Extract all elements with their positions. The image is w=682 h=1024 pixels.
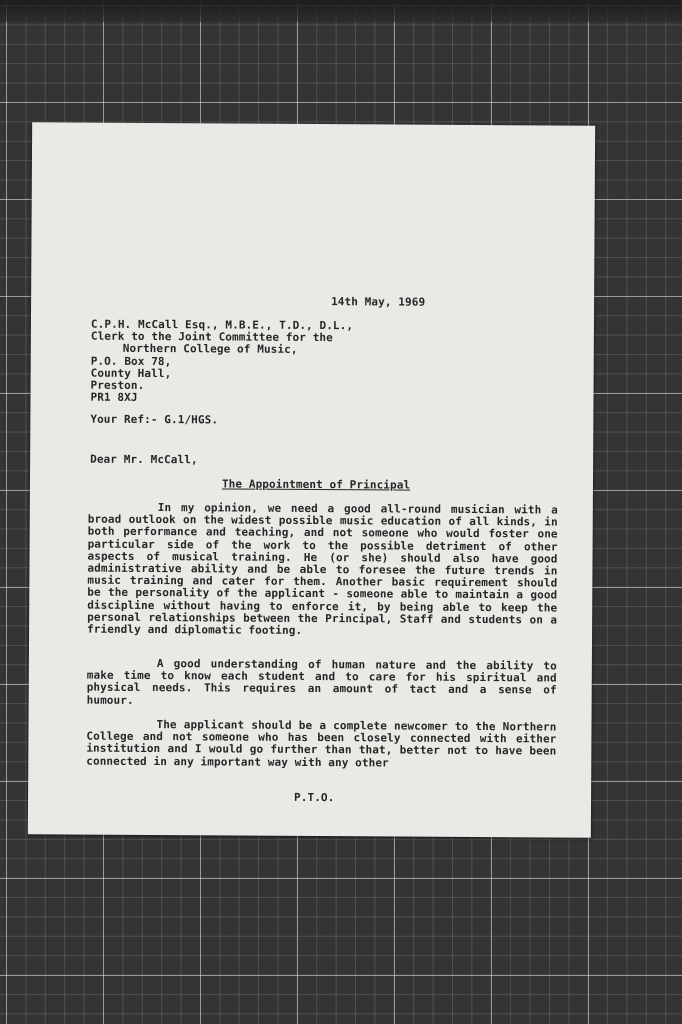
address-line: PR1 8XJ <box>90 390 138 405</box>
salutation: Dear Mr. McCall, <box>90 452 198 467</box>
address-line: P.O. Box 78, <box>90 354 172 368</box>
mat-shadow <box>0 0 682 22</box>
reference-line: Your Ref:- G.1/HGS. <box>90 412 219 427</box>
paragraph-text: A good understanding of human nature and the ability to make time to know each student and to care for his spiritual and physical needs. This requires an amount of tact and a sense of humour. <box>86 657 557 707</box>
paragraph-text: The applicant should be a complete newcomer to the Northern College and not someone who has been closely connected with either institution and I would go further than that, better not to have been connected in any important way with any other <box>86 718 557 770</box>
address-line: Clerk to the Joint Committee for the <box>90 329 333 345</box>
address-line: Northern College of Music, <box>122 342 298 357</box>
address-line: Preston. <box>90 378 145 392</box>
paragraph-text: In my opinion, we need a good all-round musician with a broad outlook on the widest possible music education of all kinds, in both performance and teaching, and not someone who would foster one particular side of the work to the possible detriment of other aspects of musical training. He (or she) should also have good administrative ability and be able to foresee the future trends in music training and cater for them. Another basic requirement should be the personality of the applicant - someone able to maintain a good discipline without having to enforce it, by being able to keep the personal relationships between the Principal, Staff and students on a friendly and diplomatic footing. <box>87 501 558 637</box>
page-turn-note: P.T.O. <box>294 790 335 805</box>
body-paragraph <box>87 658 557 710</box>
letter-page <box>28 122 595 837</box>
address-line: C.P.H. McCall Esq., M.B.E., T.D., D.L., <box>90 317 354 333</box>
recipient-address <box>90 319 353 406</box>
subject-heading: The Appointment of Principal <box>221 477 411 492</box>
body-paragraph <box>86 719 556 771</box>
letter-date: 14th May, 1969 <box>331 295 426 309</box>
body-paragraph <box>87 502 558 639</box>
address-line: County Hall, <box>90 366 172 380</box>
